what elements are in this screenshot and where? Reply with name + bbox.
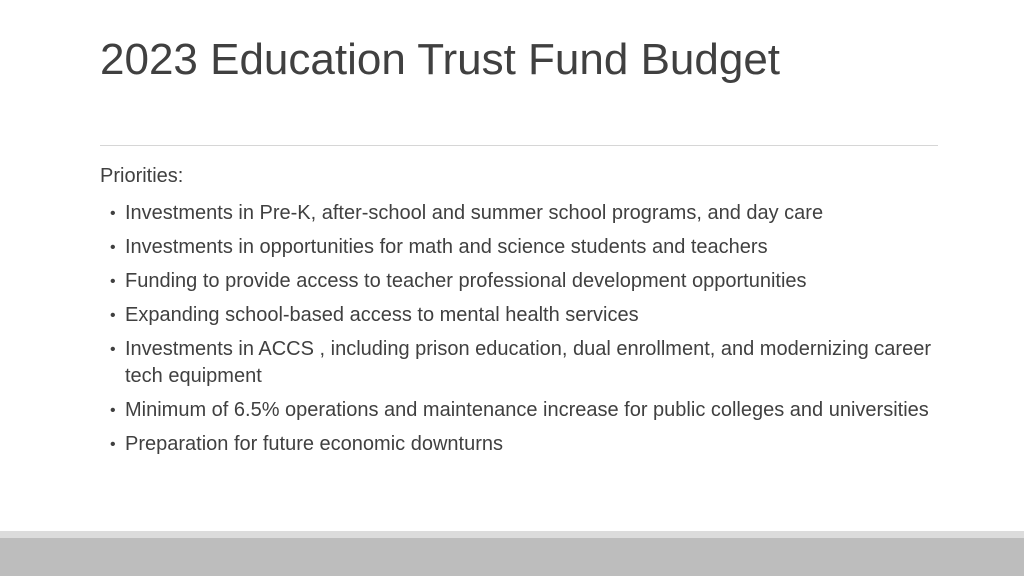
title-divider: [100, 145, 938, 146]
footer-band: [0, 531, 1024, 576]
bullet-icon: •: [110, 239, 116, 256]
priorities-list: [100, 200, 940, 458]
list-item: [100, 397, 940, 424]
bullet-icon: •: [110, 402, 116, 419]
list-item-text: Funding to provide access to teacher professional development opportunities: [125, 270, 807, 292]
list-item-text: Expanding school-based access to mental health services: [125, 304, 639, 326]
list-item-text: Preparation for future economic downturns: [125, 433, 503, 455]
list-item-text: Investments in Pre-K, after-school and summer school programs, and day care: [125, 202, 824, 224]
list-item-text: Investments in ACCS , including prison education, dual enrollment, and modernizing career tech equipment: [125, 338, 931, 387]
bullet-icon: •: [110, 436, 116, 453]
list-item: [100, 431, 940, 458]
bullet-icon: •: [110, 273, 116, 290]
bullet-icon: •: [110, 341, 116, 358]
list-item: [100, 200, 940, 227]
list-item: [100, 302, 940, 329]
list-item-text: Investments in opportunities for math and science students and teachers: [125, 236, 768, 258]
bullet-icon: •: [110, 307, 116, 324]
list-item: [100, 234, 940, 261]
list-item: [100, 268, 940, 295]
list-item: [100, 336, 940, 390]
footer-stripe: [0, 531, 1024, 538]
slide-body: [100, 162, 940, 465]
slide-title: 2023 Education Trust Fund Budget: [100, 35, 781, 84]
list-item-text: Minimum of 6.5% operations and maintenance increase for public colleges and universities: [125, 399, 929, 421]
priorities-heading: Priorities:: [100, 165, 184, 187]
bullet-icon: •: [110, 205, 116, 222]
